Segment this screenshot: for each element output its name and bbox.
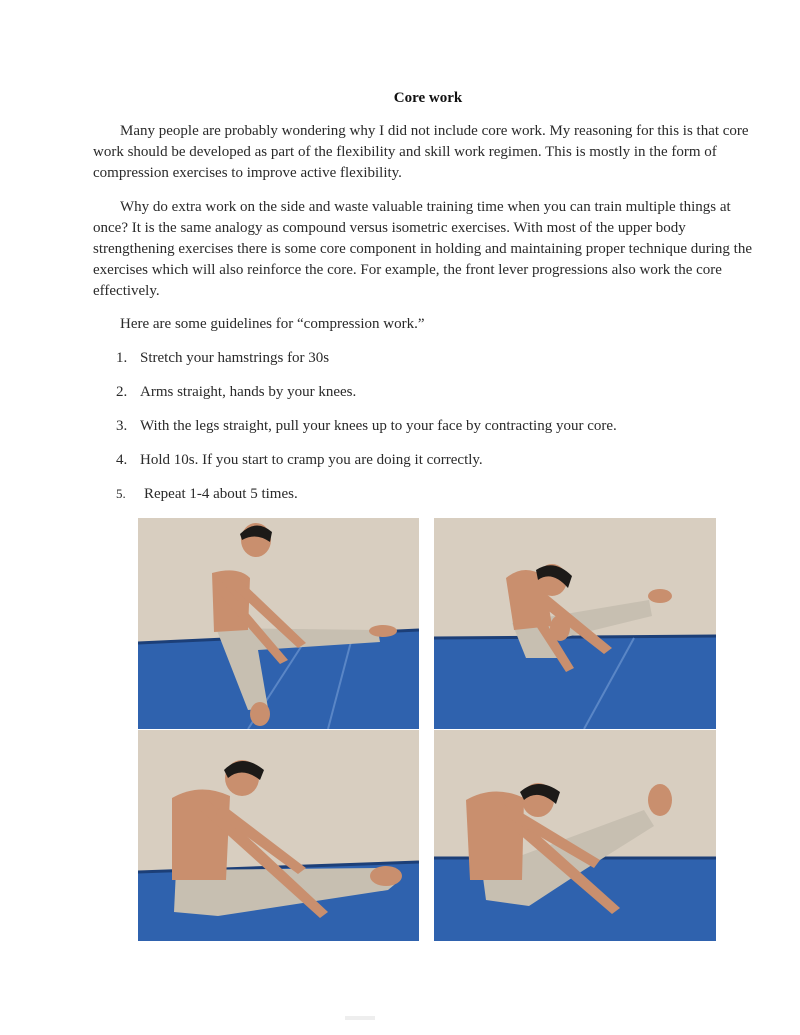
paragraph-guidelines-text: Here are some guidelines for “compression work.” <box>120 316 425 332</box>
exercise-photo-pike-sit <box>138 730 419 941</box>
exercise-photo-leg-raise <box>434 518 716 729</box>
paragraph-reasoning-text: Why do extra work on the side and waste valuable training time when you can train multiple things at once? It is the same analogy as compound versus isometric exercises. With most of the upper body strengthening exercises there is some core component in holding and maintaining proper technique during the exercises which will also reinforce the core. For example, the front lever progressions also work the core effectively. <box>93 199 752 299</box>
page-title: Core work <box>393 90 463 106</box>
exercise-photo-straddle <box>138 518 419 729</box>
step-number: 3. <box>116 418 128 434</box>
exercise-photo-v-sit <box>434 730 716 941</box>
step-number: 4. <box>116 452 128 468</box>
step-number: 5. <box>116 486 126 501</box>
paragraph-guidelines <box>93 314 768 335</box>
step-number: 2. <box>116 384 128 400</box>
steps-list <box>116 348 756 518</box>
paragraph-intro-text: Many people are probably wondering why I did not include core work. My reasoning for this is that core work should be developed as part of the flexibility and skill work regimen. This is mostly in the form of compression exercises to improve active flexibility. <box>93 123 749 181</box>
page-footer-mark <box>345 1016 375 1020</box>
paragraph-intro <box>93 121 768 184</box>
list-item <box>116 348 756 382</box>
list-item <box>116 484 756 518</box>
list-item <box>116 416 756 450</box>
step-text: Repeat 1-4 about 5 times. <box>144 486 298 502</box>
paragraph-reasoning <box>93 197 768 302</box>
list-item <box>116 382 756 416</box>
step-text: Hold 10s. If you start to cramp you are doing it correctly. <box>140 452 483 468</box>
step-number: 1. <box>116 350 128 366</box>
step-text: Arms straight, hands by your knees. <box>140 384 357 400</box>
list-item <box>116 450 756 484</box>
step-text: With the legs straight, pull your knees up to your face by contracting your core. <box>140 418 617 434</box>
step-text: Stretch your hamstrings for 30s <box>140 350 330 366</box>
